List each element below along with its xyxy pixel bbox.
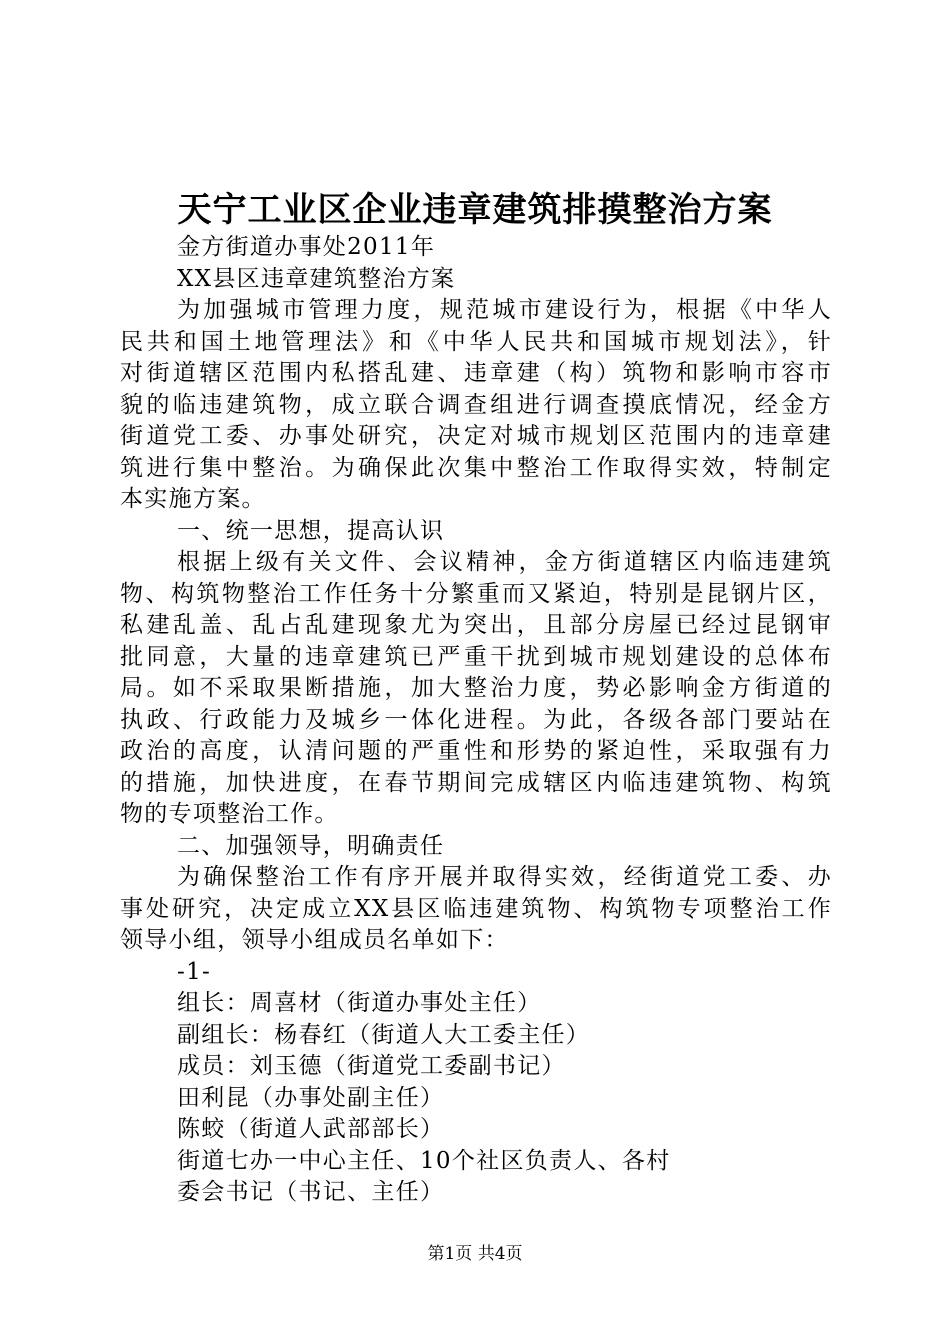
page-footer: 第1页 共4页 bbox=[427, 1244, 523, 1264]
paragraph-line: 本实施方案。 bbox=[120, 486, 266, 512]
issuer-line: 金方街道办事处2011年 bbox=[177, 234, 436, 260]
member-line: 街道七办一中心主任、10个社区负责人、各村 bbox=[177, 1147, 671, 1174]
document-title: 天宁工业区企业违章建筑排摸整治方案 bbox=[177, 190, 773, 230]
section-heading: 二、加强领导，明确责任 bbox=[177, 832, 445, 859]
paragraph-line: 局。如不采取果断措施，加大整治力度，势必影响金方街道的 bbox=[120, 675, 832, 701]
paragraph-line: 领导小组，领导小组成员名单如下： bbox=[120, 927, 509, 953]
paragraph-line: 物、构筑物整治工作任务十分繁重而又紧迫，特别是昆钢片区， bbox=[120, 580, 832, 607]
paragraph-line: 私建乱盖、乱占乱建现象尤为突出，且部分房屋已经过昆钢审 bbox=[120, 612, 832, 638]
paragraph-line: 批同意，大量的违章建筑已严重干扰到城市规划建设的总体布 bbox=[120, 643, 832, 670]
member-line: 陈蛟（街道人武部部长） bbox=[177, 1116, 445, 1142]
paragraph-line: 对街道辖区范围内私搭乱建、违章建（构）筑物和影响市容市 bbox=[120, 360, 832, 386]
inline-page-number: -1- bbox=[177, 958, 212, 985]
paragraph-line: 执政、行政能力及城乡一体化进程。为此，各级各部门要站在 bbox=[120, 706, 832, 733]
paragraph-line: 街道党工委、办事处研究，决定对城市规划区范围内的违章建 bbox=[120, 423, 832, 449]
section-heading: 一、统一思想，提高认识 bbox=[177, 517, 445, 544]
member-line: 组长：周喜材（街道办事处主任） bbox=[177, 990, 542, 1016]
document-body bbox=[120, 232, 832, 1209]
paragraph-line: 为确保整治工作有序开展并取得实效，经街道党工委、办 bbox=[177, 864, 832, 890]
paragraph-line: 的措施，加快进度，在春节期间完成辖区内临违建筑物、构筑 bbox=[120, 769, 832, 796]
paragraph-line: 为加强城市管理力度，规范城市建设行为，根据《中华人 bbox=[177, 297, 832, 323]
paragraph-line: 筑进行集中整治。为确保此次集中整治工作取得实效，特制定 bbox=[120, 454, 832, 481]
paragraph-line: 根据上级有关文件、会议精神，金方街道辖区内临违建筑 bbox=[177, 549, 832, 575]
paragraph-line: 政治的高度，认清问题的严重性和形势的紧迫性，采取强有力 bbox=[120, 738, 832, 764]
member-line: 委会书记（书记、主任） bbox=[177, 1179, 445, 1205]
member-line: 成员：刘玉德（街道党工委副书记） bbox=[177, 1053, 566, 1079]
subtitle-line: XX县区违章建筑整治方案 bbox=[177, 265, 456, 292]
paragraph-line: 貌的临违建筑物，成立联合调查组进行调查摸底情况，经金方 bbox=[120, 391, 832, 418]
paragraph-line: 物的专项整治工作。 bbox=[120, 801, 339, 827]
member-line: 田利昆（办事处副主任） bbox=[177, 1084, 445, 1111]
member-line: 副组长：杨春红（街道人大工委主任） bbox=[177, 1021, 591, 1048]
paragraph-line: 民共和国土地管理法》和《中华人民共和国城市规划法》，针 bbox=[120, 328, 832, 355]
paragraph-line: 事处研究，决定成立XX县区临违建筑物、构筑物专项整治工作 bbox=[120, 895, 832, 922]
